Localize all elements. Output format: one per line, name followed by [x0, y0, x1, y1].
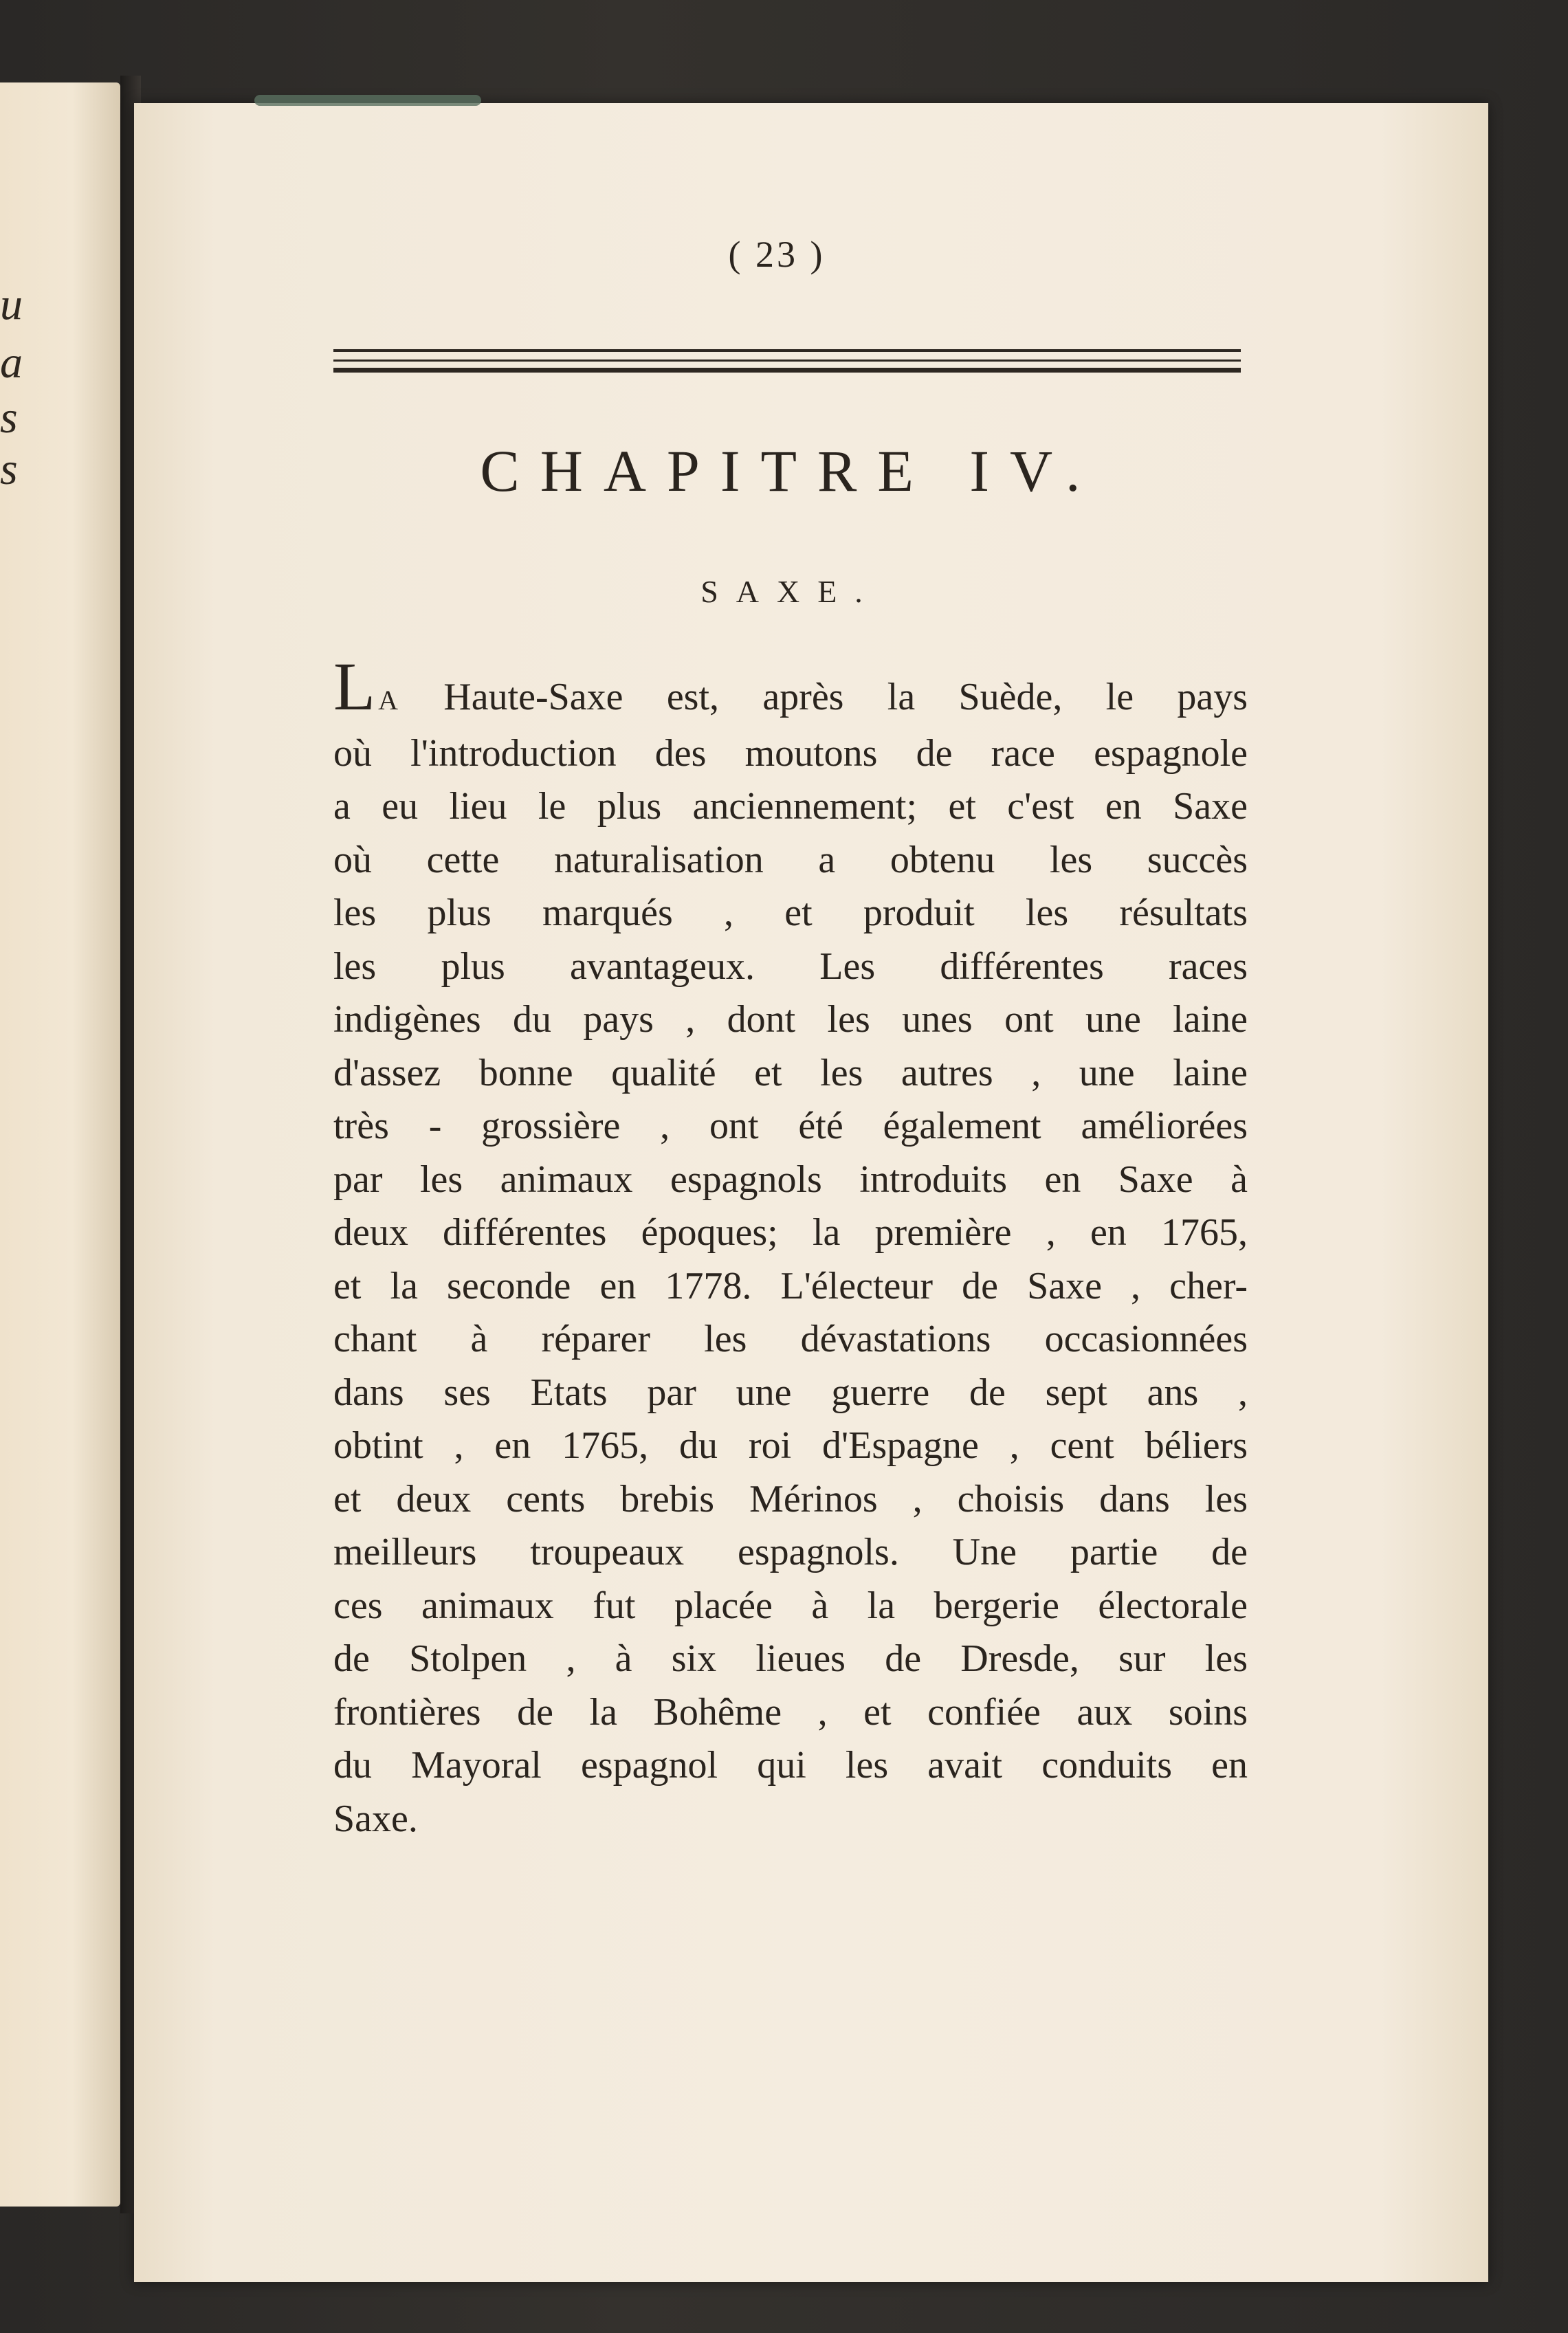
chapter-title: CHAPITRE IV. [480, 438, 1101, 504]
prev-page-fragment: u [0, 279, 23, 329]
rule-line [333, 360, 1241, 362]
binding-thread [254, 95, 481, 106]
paragraph-line: par les animaux espagnols introduits en Saxe à [333, 1158, 1248, 1201]
paragraph-line: deux différentes époques; la première , en 1765, [333, 1211, 1248, 1254]
paragraph-line: Saxe. [333, 1797, 418, 1840]
chapter-paragraph [333, 648, 1248, 1846]
paragraph-line: d'assez bonne qualité et les autres , une laine [333, 1051, 1248, 1094]
paragraph-line: les plus marqués , et produit les résultats [333, 892, 1248, 934]
page-content [333, 227, 1248, 1846]
paragraph-line: ces animaux fut placée à la bergerie électorale [333, 1584, 1248, 1627]
paragraph-line: du Mayoral espagnol qui les avait conduits en [333, 1744, 1248, 1787]
paragraph-line: très - grossière , ont été également améliorées [333, 1105, 1248, 1147]
paragraph-line: les plus avantageux. Les différentes races [333, 944, 1248, 988]
rule-line [333, 349, 1241, 352]
paragraph-line: où l'introduction des moutons de race espagnole [333, 731, 1248, 775]
paragraph-line: dans ses Etats par une guerre de sept ans , [333, 1371, 1248, 1414]
rule-line [333, 368, 1241, 373]
paragraph-line: frontières de la Bohême , et confiée aux soins [333, 1690, 1248, 1734]
paragraph-line-text: Haute-Saxe est, après la Suède, le pays [443, 676, 1248, 718]
prev-page-fragment: a [0, 338, 23, 388]
prev-page-fragment: s [0, 392, 18, 443]
section-title: SAXE. [700, 574, 881, 609]
paragraph-line: où cette naturalisation a obtenu les succès [333, 838, 1248, 881]
paragraph-line: et la seconde en 1778. L'électeur de Saxe , cher- [333, 1264, 1248, 1307]
paragraph-line: indigènes du pays , dont les unes ont une laine [333, 998, 1248, 1041]
paragraph-line: meilleurs troupeaux espagnols. Une partie de [333, 1531, 1248, 1573]
paragraph-line: et deux cents brebis Mérinos , choisis dans les [333, 1477, 1248, 1521]
first-word-small-caps: A [378, 685, 400, 716]
paragraph-line: de Stolpen , à six lieues de Dresde, sur les [333, 1637, 1248, 1680]
prev-page-fragment: s [0, 444, 18, 494]
page-number: ( 23 ) [728, 234, 826, 275]
previous-page-edge [0, 82, 120, 2207]
paragraph-line: obtint , en 1765, du roi d'Espagne , cent béliers [333, 1424, 1248, 1467]
paragraph-line: a eu lieu le plus anciennement; et c'est en Saxe [333, 785, 1248, 828]
paragraph-line [333, 648, 1248, 727]
header-rule [333, 349, 1241, 373]
drop-cap: L [333, 648, 379, 725]
paragraph-line: chant à réparer les dévastations occasionnées [333, 1318, 1248, 1360]
